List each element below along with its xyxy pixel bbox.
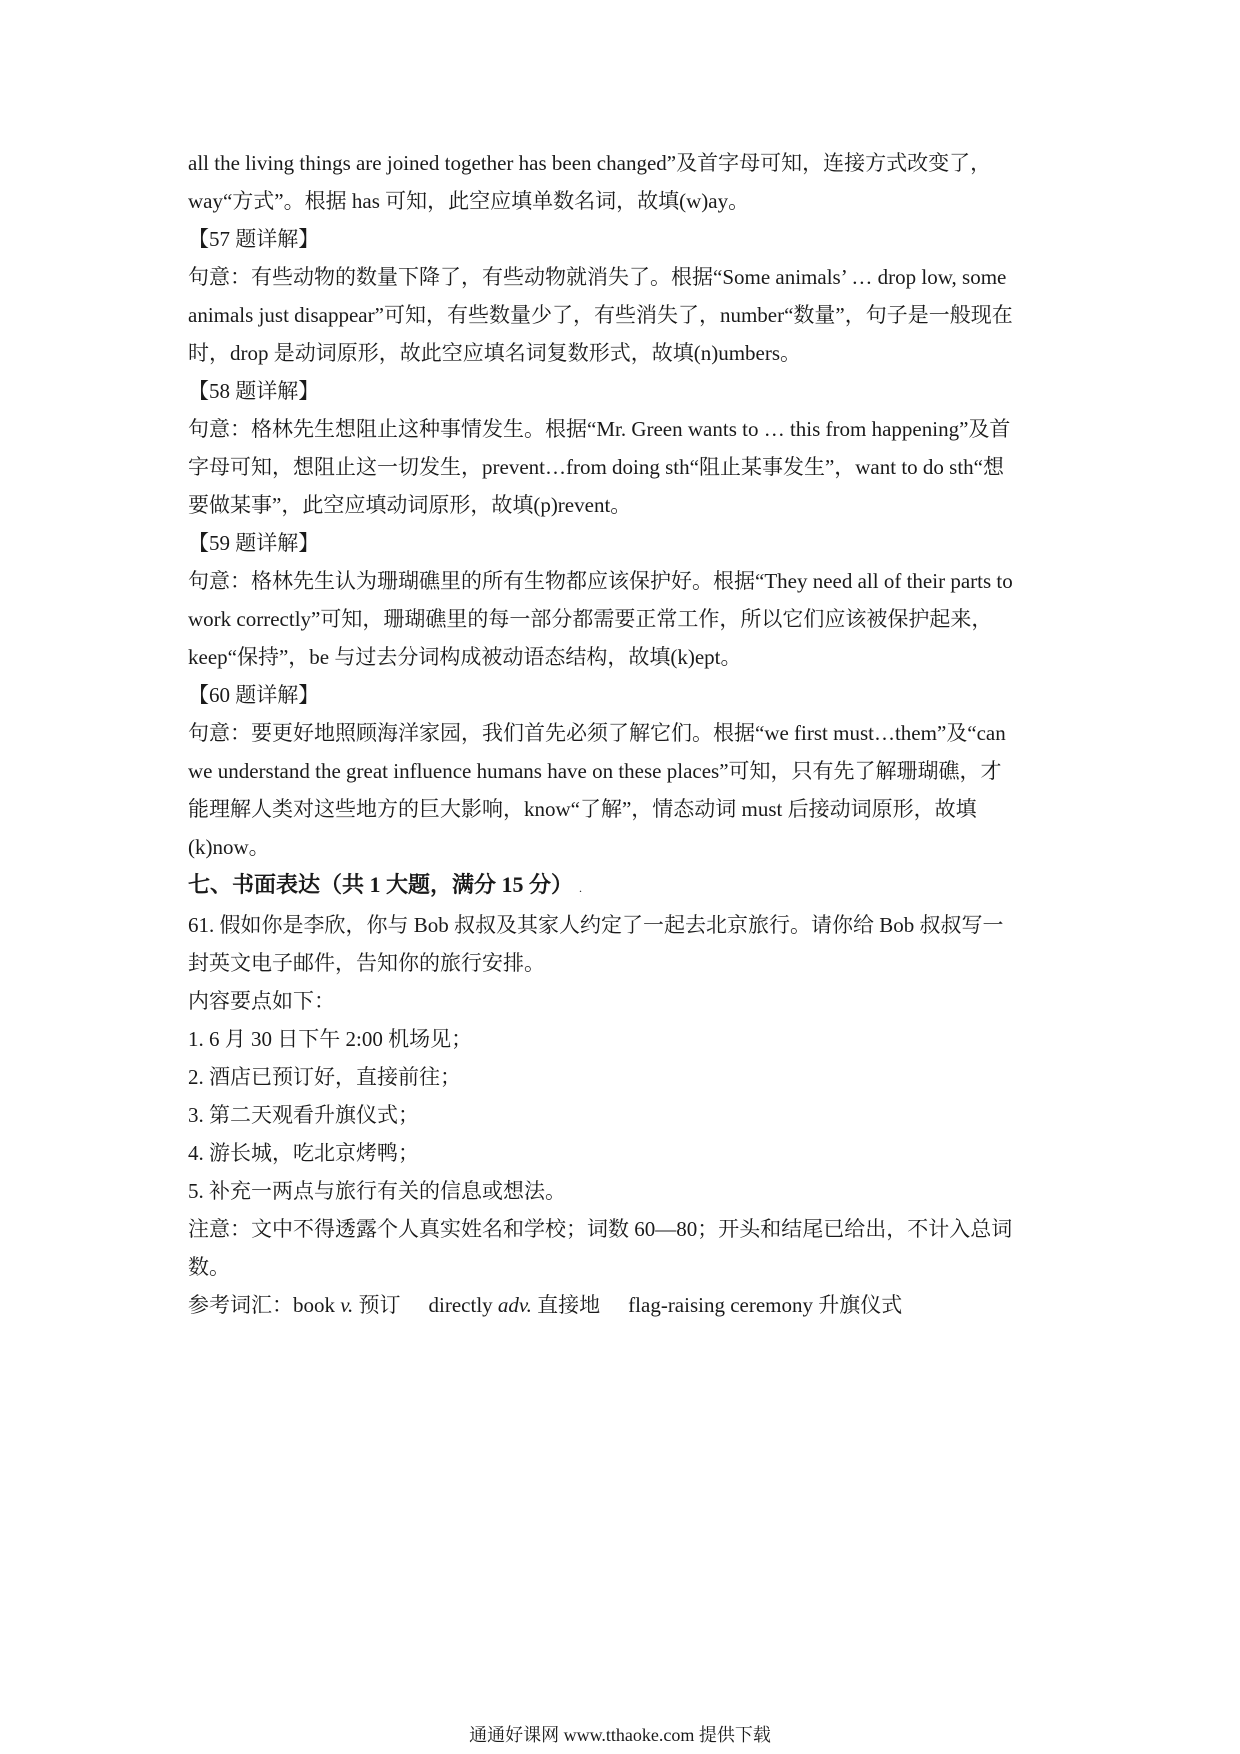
- text-line: 时，drop 是动词原形，故此空应填名词复数形式，故填(n)umbers。: [188, 341, 802, 365]
- text-line: 能理解人类对这些地方的巨大影响，know“了解”，情态动词 must 后接动词原形，故填: [188, 797, 977, 821]
- vocab-word: flag-raising ceremony: [628, 1293, 814, 1317]
- page-footer: 通通好课网 www.tthaoke.com 提供下载: [469, 1725, 771, 1745]
- vocab-meaning: 预订: [358, 1293, 401, 1317]
- text-line: work correctly”可知，珊瑚礁里的每一部分都需要正常工作，所以它们应该被保护起来，: [188, 607, 993, 631]
- question-line: 封英文电子邮件，告知你的旅行安排。: [188, 951, 545, 975]
- text-line: 句意：有些动物的数量下降了，有些动物就消失了。根据“Some animals’ … drop low, some: [188, 265, 1007, 289]
- vocabulary-line: [188, 1290, 902, 1320]
- vocab-pos: adv.: [497, 1293, 532, 1317]
- answer-heading-58: 【58 题详解】: [188, 379, 320, 403]
- text-line: animals just disappear”可知，有些数量少了，有些消失了，number“数量”，句子是一般现在: [188, 303, 1013, 327]
- section-heading-mark: .: [579, 881, 583, 895]
- text-line: 句意：格林先生认为珊瑚礁里的所有生物都应该保护好。根据“They need all of their parts to: [188, 569, 1013, 593]
- content-point: 3. 第二天观看升旗仪式；: [188, 1103, 419, 1127]
- question-line: 61. 假如你是李欣，你与 Bob 叔叔及其家人约定了一起去北京旅行。请你给 Bob 叔叔写一: [188, 913, 1004, 937]
- vocab-word: book: [293, 1293, 335, 1317]
- content-point: 5. 补充一两点与旅行有关的信息或想法。: [188, 1179, 566, 1203]
- content-point: 1. 6 月 30 日下午 2:00 机场见；: [188, 1027, 473, 1051]
- note-line: 数。: [188, 1255, 230, 1279]
- text-line: 要做某事”，此空应填动词原形，故填(p)revent。: [188, 493, 632, 517]
- answer-heading-57: 【57 题详解】: [188, 227, 320, 251]
- section-heading-text: 七、书面表达（共 1 大题，满分 15 分）: [188, 872, 574, 897]
- note-line: 注意：文中不得透露个人真实姓名和学校；词数 60—80；开头和结尾已给出，不计入总词: [188, 1217, 1013, 1241]
- text-line: (k)now。: [188, 835, 270, 859]
- vocab-prefix: 参考词汇：: [188, 1293, 293, 1317]
- text-line: keep“保持”，be 与过去分词构成被动语态结构，故填(k)ept。: [188, 645, 742, 669]
- content-point: 2. 酒店已预订好，直接前往；: [188, 1065, 461, 1089]
- text-line: all the living things are joined together has been changed”及首字母可知，连接方式改变了，: [188, 151, 992, 175]
- answer-heading-60: 【60 题详解】: [188, 683, 320, 707]
- vocab-meaning: 升旗仪式: [818, 1293, 903, 1317]
- vocab-pos: v.: [340, 1293, 354, 1317]
- text-line: 句意：要更好地照顾海洋家园，我们首先必须了解它们。根据“we first must…them”及“can: [188, 721, 1006, 745]
- text-line: 字母可知，想阻止这一切发生，prevent…from doing sth“阻止某事发生”，want to do sth“想: [188, 455, 1005, 479]
- content-point: 4. 游长城，吃北京烤鸭；: [188, 1141, 419, 1165]
- section-heading: [188, 870, 582, 900]
- vocab-meaning: 直接地: [537, 1293, 601, 1317]
- question-line: 内容要点如下：: [188, 989, 335, 1013]
- text-line: 句意：格林先生想阻止这种事情发生。根据“Mr. Green wants to … this from happening”及首: [188, 417, 1011, 441]
- answer-heading-59: 【59 题详解】: [188, 531, 320, 555]
- vocab-word: directly: [428, 1293, 493, 1317]
- text-line: we understand the great influence humans have on these places”可知，只有先了解珊瑚礁，才: [188, 759, 1002, 783]
- text-line: way“方式”。根据 has 可知，此空应填单数名词，故填(w)ay。: [188, 189, 750, 213]
